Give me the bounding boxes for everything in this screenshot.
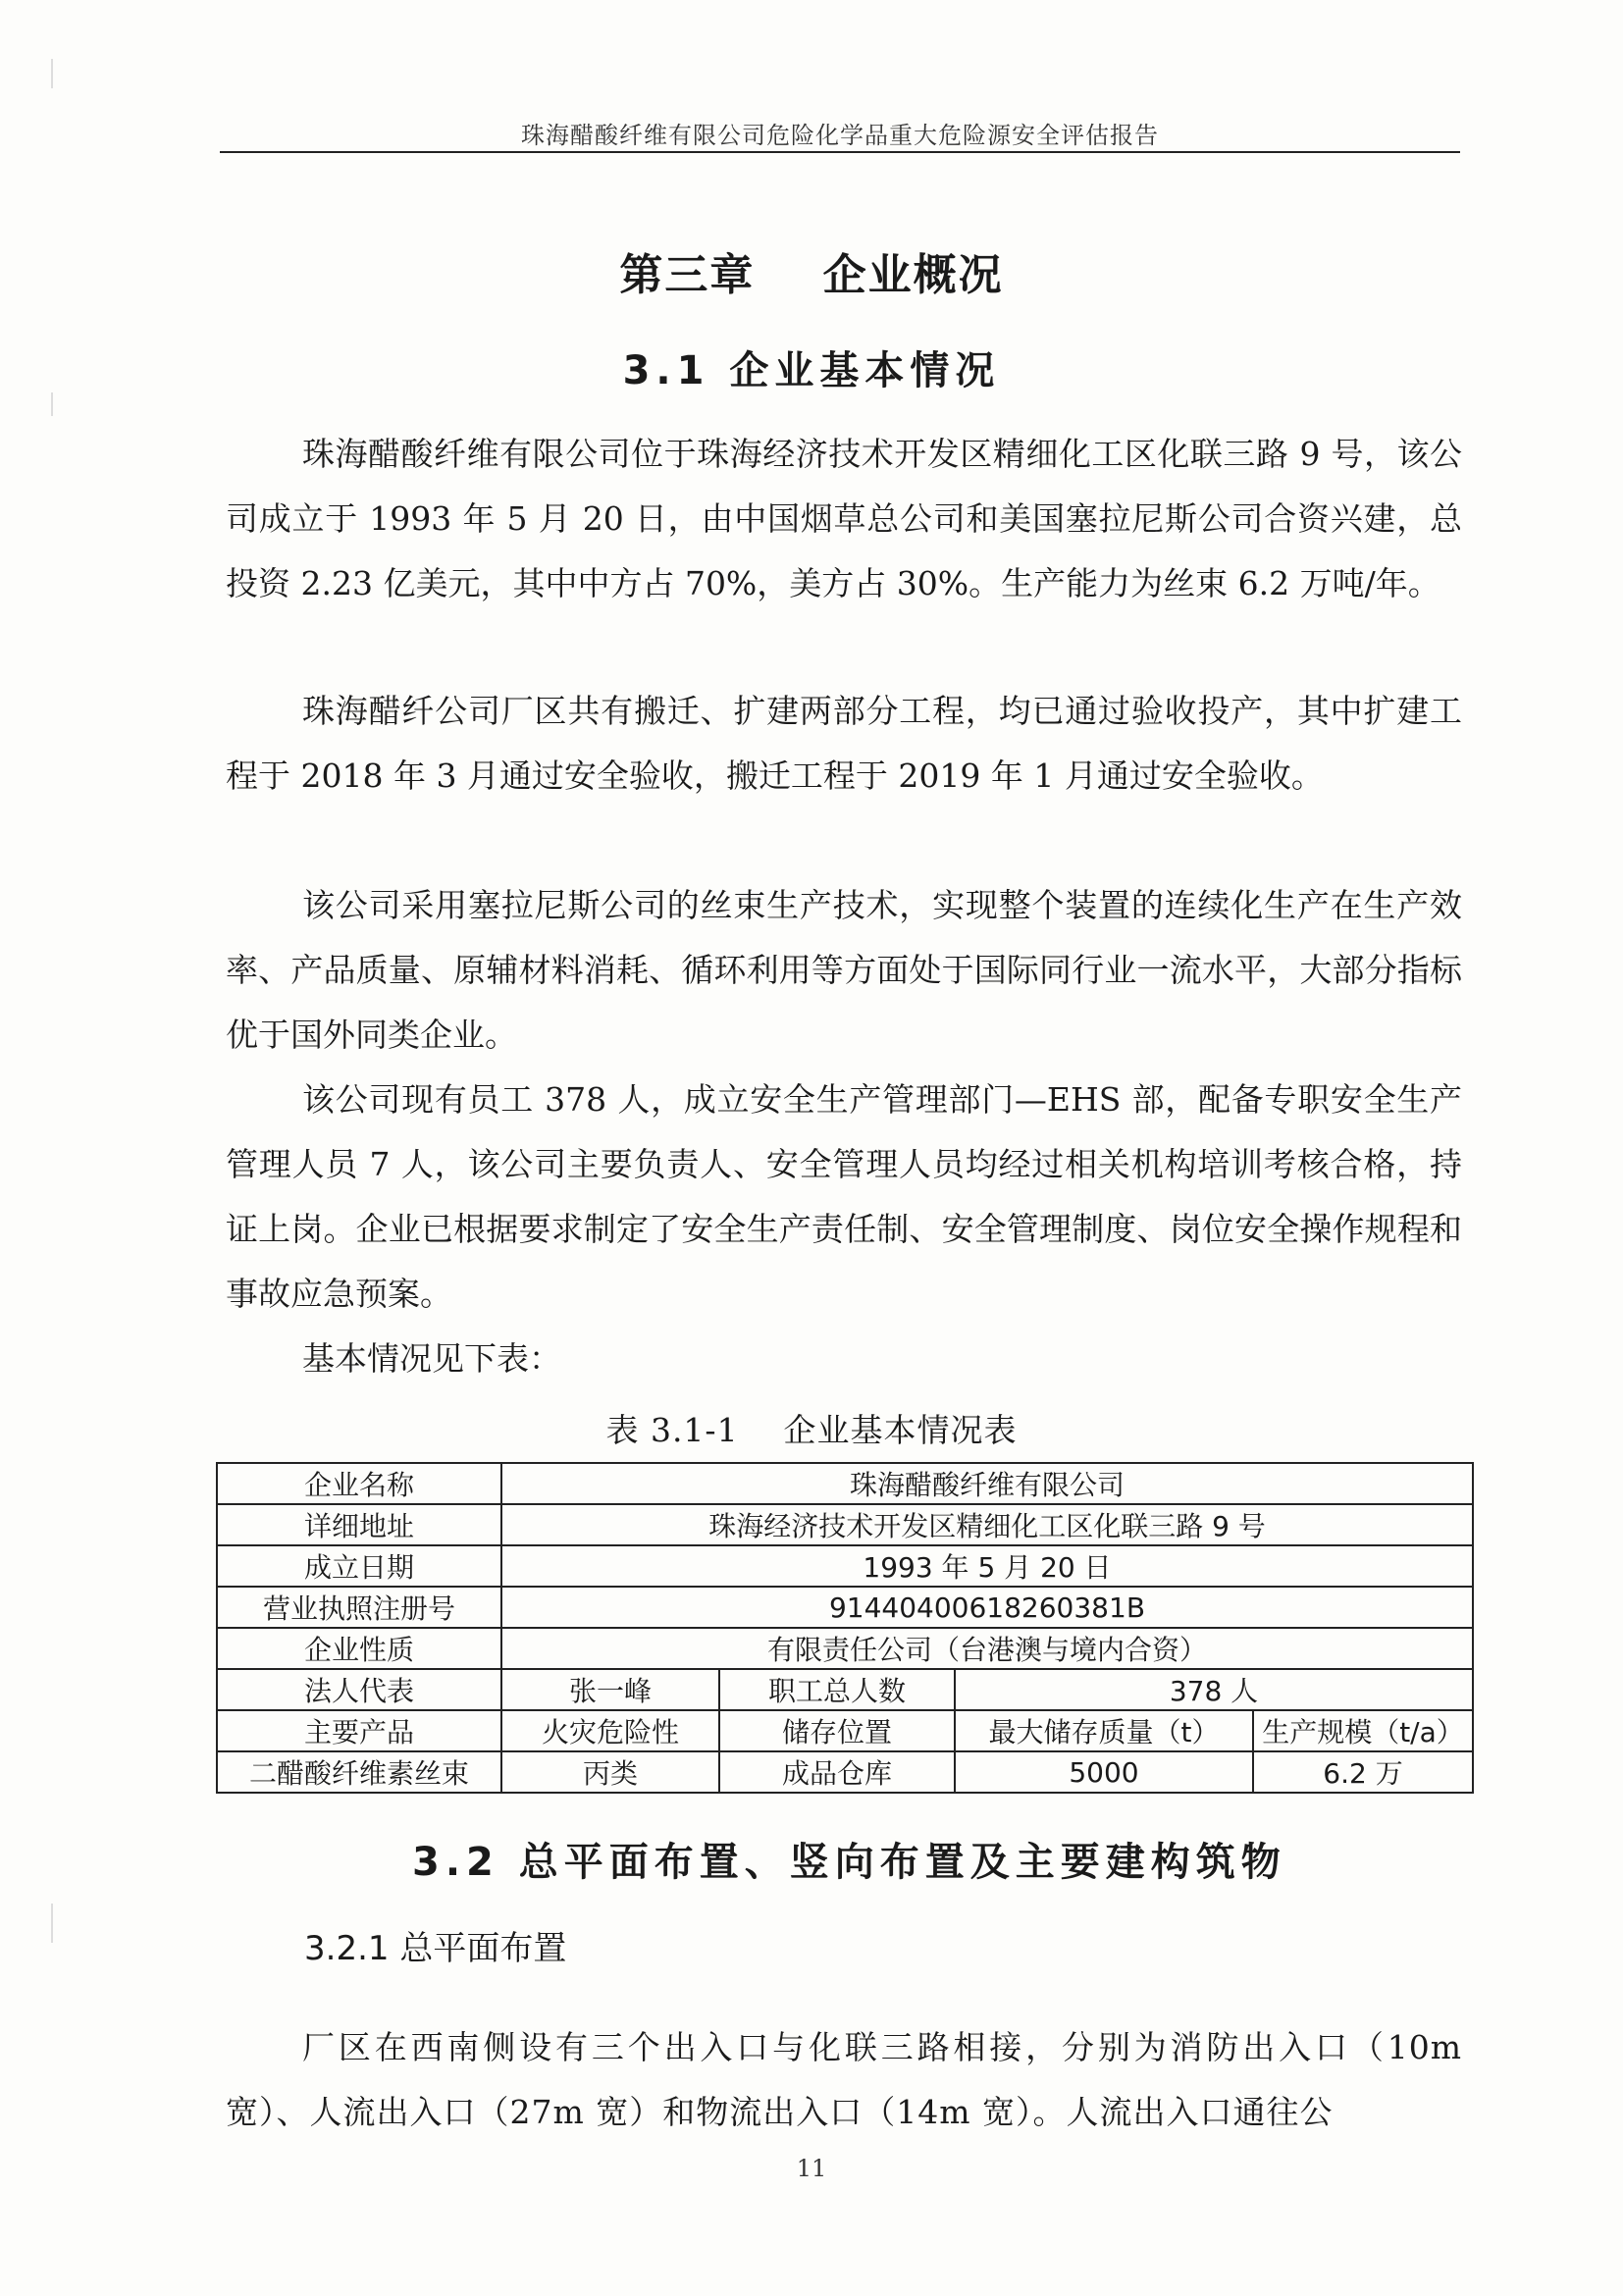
table-header-cell: 生产规模（t/a）	[1253, 1710, 1473, 1751]
table-cell: 5000	[955, 1751, 1253, 1793]
table-header-cell: 储存位置	[719, 1710, 955, 1751]
company-info-table	[216, 1462, 1474, 1794]
table-cell-label: 成立日期	[217, 1545, 501, 1587]
paragraph-text: 厂区在西南侧设有三个出入口与化联三路相接，分别为消防出入口（10m 宽）、人流出入口（27m 宽）和物流出入口（14m 宽）。人流出入口通往公	[226, 2028, 1462, 2131]
table-cell: 丙类	[501, 1751, 719, 1793]
paragraph	[226, 679, 1462, 809]
section-title: 3.2 总平面布置、竖向布置及主要建构筑物	[412, 1840, 1286, 1885]
table-header-cell: 主要产品	[217, 1710, 501, 1751]
paragraph-text: 该公司采用塞拉尼斯公司的丝束生产技术，实现整个装置的连续化生产在生产效率、产品质量、原辅材料消耗、循环利用等方面处于国际同行业一流水平，大部分指标优于国外同类企业。	[226, 886, 1462, 1054]
paragraph	[226, 2015, 1462, 2145]
paragraph-text: 珠海醋纤公司厂区共有搬迁、扩建两部分工程，均已通过验收投产，其中扩建工程于 2018 年 3 月通过安全验收，搬迁工程于 2019 年 1 月通过安全验收。	[226, 692, 1462, 795]
table-caption: 表 3.1-1 企业基本情况表	[605, 1411, 1018, 1449]
page-number: 11	[796, 2155, 827, 2182]
table-row	[217, 1751, 1473, 1793]
table-row	[217, 1710, 1473, 1751]
table-cell-value: 珠海经济技术开发区精细化工区化联三路 9 号	[501, 1504, 1473, 1545]
running-header: 珠海醋酸纤维有限公司危险化学品重大危险源安全评估报告	[521, 122, 1159, 149]
subsection-title: 3.2.1 总平面布置	[304, 1929, 567, 1968]
table-row	[217, 1504, 1473, 1545]
chapter-title: 第三章 企业概况	[619, 250, 1004, 300]
table-cell-value: 张一峰	[501, 1669, 719, 1710]
table-cell-label: 职工总人数	[719, 1669, 955, 1710]
table-row	[217, 1669, 1473, 1710]
table-header-cell: 火灾危险性	[501, 1710, 719, 1751]
table-row	[217, 1628, 1473, 1669]
table-cell: 二醋酸纤维素丝束	[217, 1751, 501, 1793]
table-cell-label: 营业执照注册号	[217, 1587, 501, 1628]
table-row	[217, 1463, 1473, 1504]
table-cell-value: 有限责任公司（台港澳与境内合资）	[501, 1628, 1473, 1669]
section-title: 3.1 企业基本情况	[622, 348, 1001, 393]
table-cell-value: 378 人	[955, 1669, 1473, 1710]
scan-artifact	[51, 1904, 53, 1943]
paragraph-text: 该公司现有员工 378 人，成立安全生产管理部门—EHS 部，配备专职安全生产管理人员 7 人，该公司主要负责人、安全管理人员均经过相关机构培训考核合格，持证上岗。企业已根据要求制定了安全生产责任制、安全管理制度、岗位安全操作规程和事故应急预案。	[226, 1080, 1462, 1313]
table-header-cell: 最大储存质量（t）	[955, 1710, 1253, 1751]
table-cell-label: 法人代表	[217, 1669, 501, 1710]
paragraph	[226, 422, 1462, 616]
table-cell-label: 企业性质	[217, 1628, 501, 1669]
table-cell: 成品仓库	[719, 1751, 955, 1793]
table-cell-label: 详细地址	[217, 1504, 501, 1545]
paragraph	[226, 873, 1462, 1068]
paragraph-text: 珠海醋酸纤维有限公司位于珠海经济技术开发区精细化工区化联三路 9 号，该公司成立于 1993 年 5 月 20 日，由中国烟草总公司和美国塞拉尼斯公司合资兴建，总投资 2.23 亿美元，其中中方占 70%，美方占 30%。生产能力为丝束 6.2 万吨/年。	[226, 435, 1462, 602]
table-cell-value: 91440400618260381B	[501, 1587, 1473, 1628]
table-cell: 6.2 万	[1253, 1751, 1473, 1793]
table-row	[217, 1545, 1473, 1587]
table-cell-label: 企业名称	[217, 1463, 501, 1504]
table-cell-value: 1993 年 5 月 20 日	[501, 1545, 1473, 1587]
table-row	[217, 1587, 1473, 1628]
scan-artifact	[51, 59, 53, 88]
paragraph	[226, 1327, 1462, 1391]
paragraph-text: 基本情况见下表：	[302, 1339, 561, 1378]
scan-artifact	[51, 392, 53, 416]
table-cell-value: 珠海醋酸纤维有限公司	[501, 1463, 1473, 1504]
header-rule	[220, 151, 1460, 153]
paragraph	[226, 1068, 1462, 1327]
